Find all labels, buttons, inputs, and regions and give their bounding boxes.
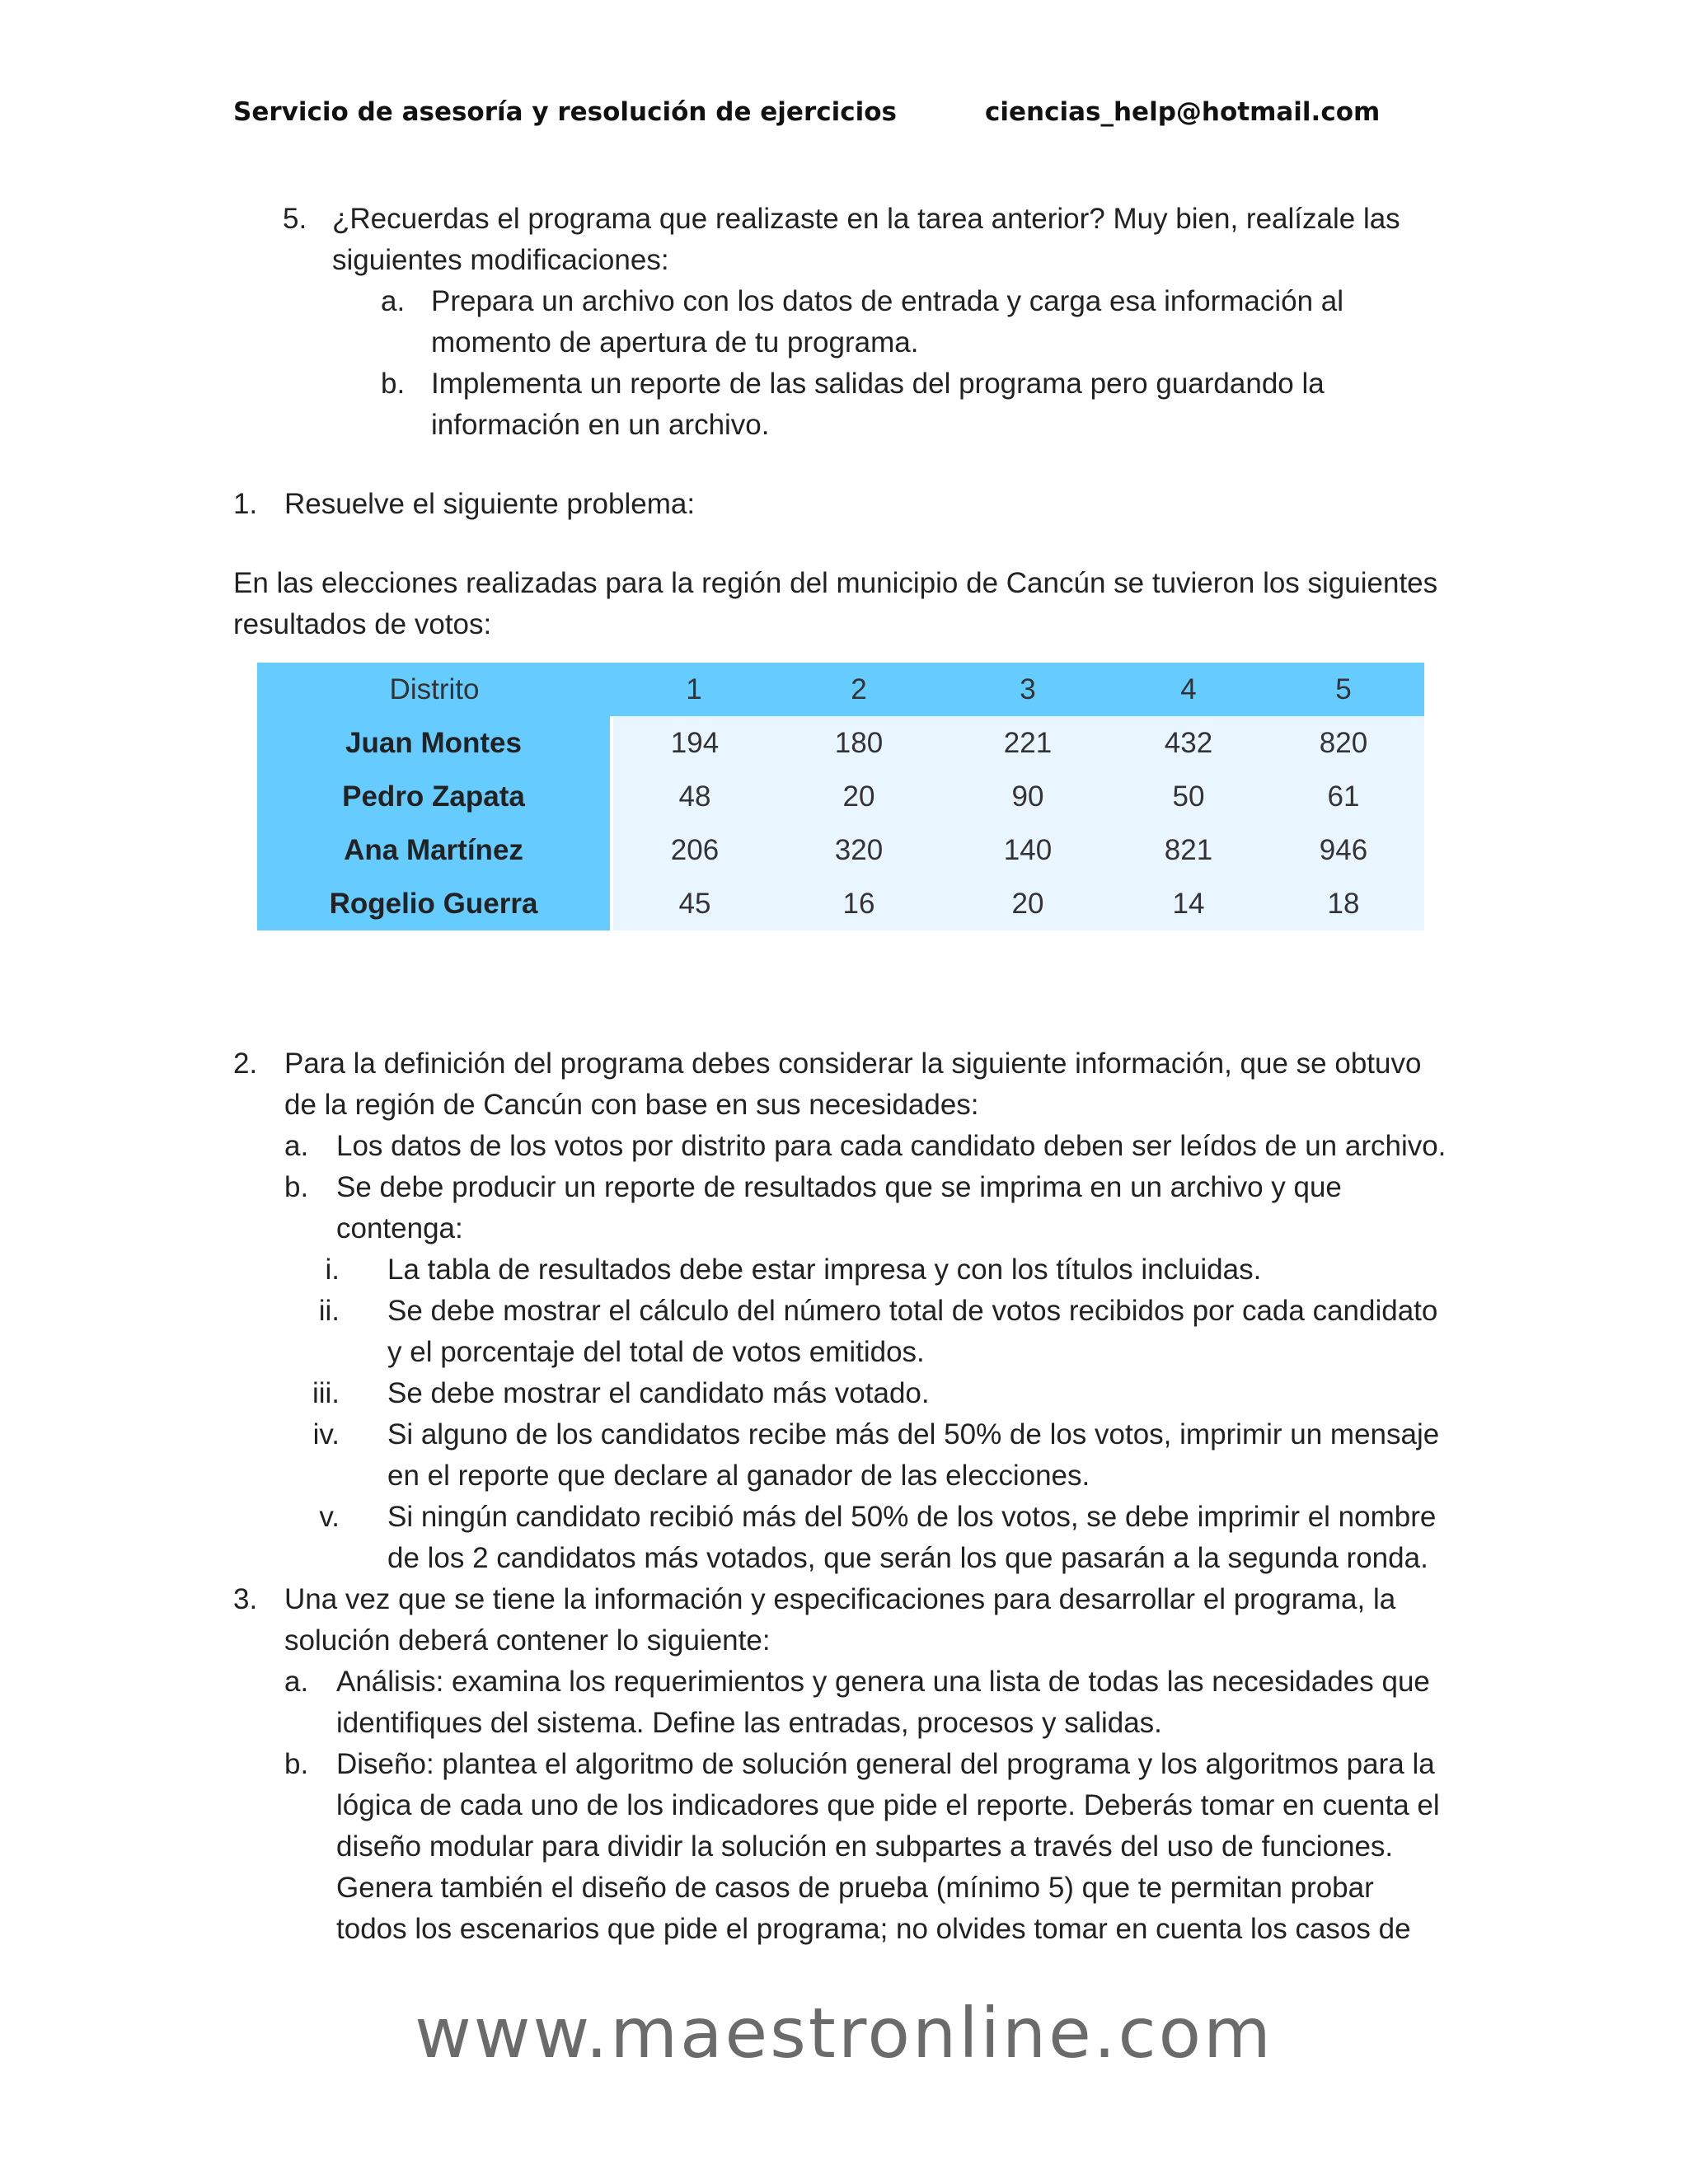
vote-cell: 14: [1114, 877, 1263, 930]
item-2-v-marker: v.: [319, 1501, 340, 1533]
item-2-iii-line-1: Se debe mostrar el candidato más votado.: [387, 1377, 930, 1409]
item-2-line-1: Para la definición del programa debes considerar la siguiente información, que se obtuvo: [284, 1047, 1422, 1080]
item-5b-line-2: información en un archivo.: [431, 409, 770, 441]
table-row: [257, 770, 1424, 823]
item-2-iv-marker: iv.: [312, 1418, 340, 1451]
item-5b-line-1: Implementa un reporte de las salidas del programa pero guardando la: [431, 368, 1325, 400]
item-3a-line-1: Análisis: examina los requerimientos y genera una lista de todas las necesidades que: [336, 1666, 1430, 1698]
vote-cell: 48: [612, 770, 776, 823]
votes-table: [257, 663, 1424, 930]
item-3b-marker: b.: [284, 1748, 309, 1780]
item-5b-marker: b.: [381, 368, 406, 400]
item-3-number: 3.: [233, 1583, 258, 1615]
vote-cell: 45: [612, 877, 776, 930]
item-2-iv-line-2: en el reporte que declare al ganador de las elecciones.: [387, 1460, 1090, 1492]
item-5-line-2: siguientes modificaciones:: [332, 244, 669, 276]
item-3b-line-3: diseño modular para dividir la solución en subpartes a través del uso de funciones.: [336, 1830, 1394, 1863]
item-3b-line-1: Diseño: plantea el algoritmo de solución general del programa y los algoritmos para la: [336, 1748, 1435, 1780]
vote-cell: 140: [941, 823, 1114, 877]
item-2-v-line-2: de los 2 candidatos más votados, que serán los que pasarán a la segunda ronda.: [387, 1542, 1428, 1574]
item-2-ii-line-2: y el porcentaje del total de votos emitidos.: [387, 1336, 925, 1368]
candidate-name: Pedro Zapata: [257, 770, 612, 823]
item-2b-line-1: Se debe producir un reporte de resultados que se imprima en un archivo y que: [336, 1171, 1342, 1203]
table-header-row: [257, 663, 1424, 716]
item-3b-line-4: Genera también el diseño de casos de prueba (mínimo 5) que te permitan probar: [336, 1872, 1374, 1904]
item-5a-marker: a.: [381, 285, 406, 317]
header-cell: 3: [941, 663, 1114, 716]
candidate-name: Ana Martínez: [257, 823, 612, 877]
header-email: ciencias_help@hotmail.com: [985, 97, 1381, 127]
item-2-number: 2.: [233, 1047, 258, 1080]
item-2-i-line-1: La tabla de resultados debe estar impresa y con los títulos incluidas.: [387, 1254, 1262, 1286]
item-3-line-1: Una vez que se tiene la información y especificaciones para desarrollar el programa, la: [284, 1583, 1396, 1615]
item-2-iii-marker: iii.: [312, 1377, 340, 1409]
vote-cell: 820: [1263, 716, 1424, 770]
item-2-ii-marker: ii.: [318, 1295, 340, 1327]
header-service-title: Servicio de asesoría y resolución de ejercicios: [233, 97, 897, 127]
vote-cell: 432: [1114, 716, 1263, 770]
vote-cell: 221: [941, 716, 1114, 770]
watermark-url: www.maestronline.com: [415, 1993, 1273, 2074]
item-3-line-2: solución deberá contener lo siguiente:: [284, 1624, 771, 1657]
item-2-iv-line-1: Si alguno de los candidatos recibe más del 50% de los votos, imprimir un mensaje: [387, 1418, 1440, 1451]
item-1-number: 1.: [233, 488, 258, 520]
vote-cell: 821: [1114, 823, 1263, 877]
table-row: [257, 716, 1424, 770]
vote-cell: 194: [612, 716, 776, 770]
vote-cell: 18: [1263, 877, 1424, 930]
header-cell: 2: [776, 663, 941, 716]
candidate-name: Rogelio Guerra: [257, 877, 612, 930]
item-5a-line-2: momento de apertura de tu programa.: [431, 326, 919, 359]
table-row: [257, 823, 1424, 877]
vote-cell: 61: [1263, 770, 1424, 823]
item-3a-marker: a.: [284, 1666, 309, 1698]
vote-cell: 20: [776, 770, 941, 823]
header-cell: 5: [1263, 663, 1424, 716]
item-2b-marker: b.: [284, 1171, 309, 1203]
item-2a-marker: a.: [284, 1130, 309, 1162]
item-5-number: 5.: [283, 203, 307, 235]
item-2-line-2: de la región de Cancún con base en sus necesidades:: [284, 1089, 979, 1121]
vote-cell: 50: [1114, 770, 1263, 823]
item-2a-line-1: Los datos de los votos por distrito para cada candidato deben ser leídos de un archivo.: [336, 1130, 1447, 1162]
item-2-i-marker: i.: [325, 1254, 340, 1286]
item-5a-line-1: Prepara un archivo con los datos de entrada y carga esa información al: [431, 285, 1344, 317]
item-1-text: Resuelve el siguiente problema:: [284, 488, 696, 520]
vote-cell: 180: [776, 716, 941, 770]
vote-cell: 90: [941, 770, 1114, 823]
item-2-ii-line-1: Se debe mostrar el cálculo del número total de votos recibidos por cada candidato: [387, 1295, 1438, 1327]
item-3b-line-2: lógica de cada uno de los indicadores que pide el reporte. Deberás tomar en cuenta el: [336, 1789, 1440, 1821]
item-5-line-1: ¿Recuerdas el programa que realizaste en la tarea anterior? Muy bien, realízale las: [332, 203, 1400, 235]
intro-line-1: En las elecciones realizadas para la región del municipio de Cancún se tuvieron los siguientes: [233, 567, 1438, 599]
vote-cell: 946: [1263, 823, 1424, 877]
item-3b-line-5: todos los escenarios que pide el programa; no olvides tomar en cuenta los casos de: [336, 1913, 1411, 1945]
vote-cell: 206: [612, 823, 776, 877]
vote-cell: 16: [776, 877, 941, 930]
intro-line-2: resultados de votos:: [233, 608, 492, 640]
item-2-v-line-1: Si ningún candidato recibió más del 50% de los votos, se debe imprimir el nombre: [387, 1501, 1437, 1533]
vote-cell: 320: [776, 823, 941, 877]
item-3a-line-2: identifiques del sistema. Define las entradas, procesos y salidas.: [336, 1707, 1162, 1739]
header-cell: 1: [612, 663, 776, 716]
header-cell: Distrito: [257, 663, 612, 716]
header-cell: 4: [1114, 663, 1263, 716]
table-row: [257, 877, 1424, 930]
item-2b-line-2: contenga:: [336, 1212, 463, 1244]
vote-cell: 20: [941, 877, 1114, 930]
candidate-name: Juan Montes: [257, 716, 612, 770]
